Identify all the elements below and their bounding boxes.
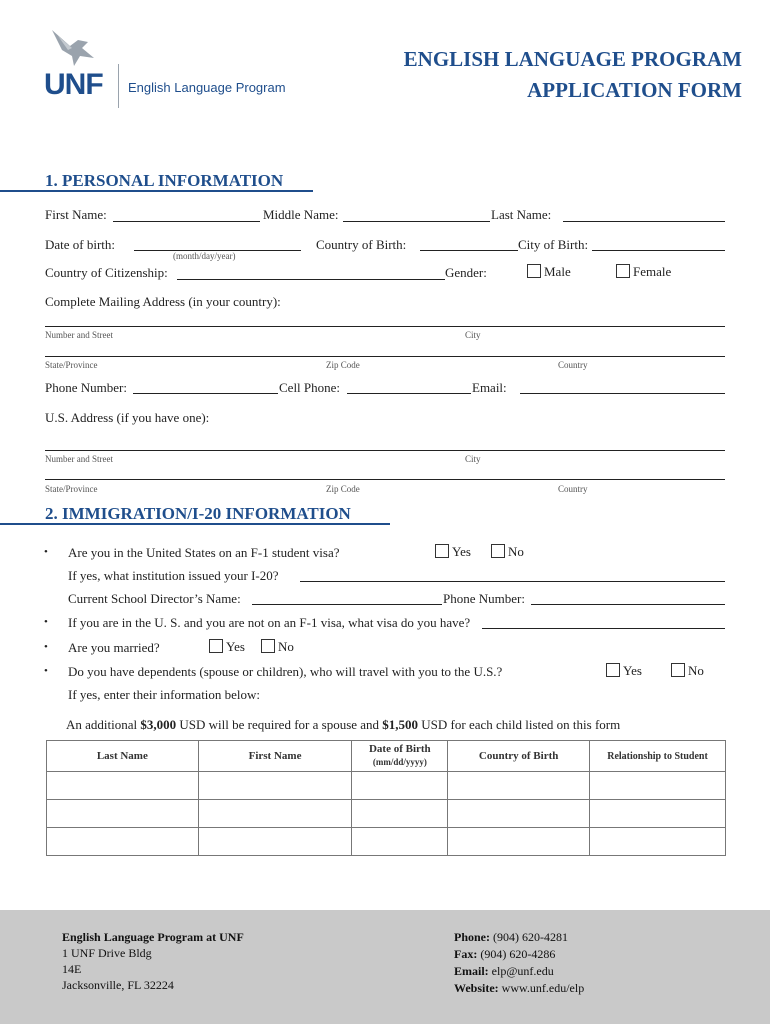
phone-field[interactable]: [133, 393, 278, 394]
dob-label: Date of birth:: [45, 237, 116, 252]
mailing-state-field[interactable]: [45, 356, 725, 357]
footer-addr1: 1 UNF Drive Bldg: [62, 946, 152, 960]
table-header-row: [47, 741, 726, 772]
first-name-field[interactable]: [113, 221, 260, 222]
q1-phone-label: Phone Number:: [443, 591, 525, 606]
table-cell[interactable]: [352, 828, 448, 856]
logo-subtitle: English Language Program: [128, 80, 286, 95]
footer-phone: Phone: (904) 620-4281: [454, 930, 568, 944]
q3-no-checkbox[interactable]: [261, 639, 275, 653]
city-of-birth-label: City of Birth:: [518, 237, 589, 252]
email-label: Email:: [472, 380, 507, 395]
table-cell[interactable]: [352, 800, 448, 828]
table-cell[interactable]: [590, 772, 726, 800]
phone-label: Phone Number:: [45, 380, 127, 395]
q3-no-option[interactable]: No: [261, 639, 294, 655]
table-cell[interactable]: [198, 772, 352, 800]
last-name-label: Last Name:: [491, 207, 552, 222]
table-cell[interactable]: [47, 772, 199, 800]
mailing-street-caption: Number and Street: [45, 330, 113, 340]
gender-label: Gender:: [445, 265, 487, 280]
q1-yes-option[interactable]: Yes: [435, 544, 471, 560]
footer-address: [62, 929, 244, 993]
q1-director-label: Current School Director’s Name:: [68, 591, 241, 606]
footer-addr3: Jacksonville, FL 32224: [62, 978, 174, 992]
footer-email[interactable]: Email: elp@unf.edu: [454, 964, 554, 978]
section1-heading: 1. PERSONAL INFORMATION: [45, 171, 284, 190]
q1-no-option[interactable]: No: [491, 544, 524, 560]
us-zip-caption: Zip Code: [326, 484, 360, 494]
last-name-field[interactable]: [563, 221, 725, 222]
table-cell[interactable]: [590, 828, 726, 856]
bullet-icon: •: [44, 616, 48, 628]
cell-phone-label: Cell Phone:: [279, 380, 341, 395]
footer-fax: Fax: (904) 620-4286: [454, 947, 556, 961]
table-row: [47, 828, 726, 856]
col-first-name: First Name: [198, 741, 352, 772]
us-state-field[interactable]: [45, 479, 725, 480]
male-checkbox[interactable]: [527, 264, 541, 278]
table-cell[interactable]: [448, 800, 590, 828]
form-title-line2: APPLICATION FORM: [527, 78, 742, 102]
gender-male-option[interactable]: Male: [527, 264, 571, 280]
country-of-birth-field[interactable]: [420, 250, 518, 251]
footer-addr2: 14E: [62, 962, 82, 976]
middle-name-field[interactable]: [343, 221, 490, 222]
q3-yes-checkbox[interactable]: [209, 639, 223, 653]
col-country-of-birth: Country of Birth: [448, 741, 590, 772]
middle-name-label: Middle Name:: [263, 207, 339, 222]
col-date-of-birth: Date of Birth (mm/dd/yyyy): [352, 741, 448, 772]
section2-heading: 2. IMMIGRATION/I-20 INFORMATION: [45, 504, 351, 523]
mailing-country-caption: Country: [558, 360, 588, 370]
q2-visa-field[interactable]: [482, 628, 725, 629]
table-cell[interactable]: [47, 828, 199, 856]
table-cell[interactable]: [198, 828, 352, 856]
q1-f1-visa: Are you in the United States on an F-1 student visa?: [68, 545, 340, 560]
q1-yes-checkbox[interactable]: [435, 544, 449, 558]
q4-yes-option[interactable]: Yes: [606, 663, 642, 679]
us-street-field[interactable]: [45, 450, 725, 451]
us-street-caption: Number and Street: [45, 454, 113, 464]
table-cell[interactable]: [198, 800, 352, 828]
mailing-street-field[interactable]: [45, 326, 725, 327]
q4-dependents: Do you have dependents (spouse or children), who will travel with you to the U.S.?: [68, 664, 503, 679]
dependents-table: [46, 740, 726, 856]
logo-unf-text: UNF: [44, 68, 103, 101]
table-cell[interactable]: [47, 800, 199, 828]
q4-enter-info: If yes, enter their information below:: [68, 687, 261, 702]
gender-female-option[interactable]: Female: [616, 264, 671, 280]
bullet-icon: •: [44, 665, 48, 677]
q1-institution-label: If yes, what institution issued your I-20?: [68, 568, 279, 583]
logo-divider: [118, 64, 119, 108]
citizenship-label: Country of Citizenship:: [45, 265, 168, 280]
us-address-label: U.S. Address (if you have one):: [45, 410, 210, 425]
section2-underline: [0, 523, 390, 525]
footer-contact: [454, 929, 584, 997]
funding-note: An additional $3,000 USD will be required for a spouse and $1,500 USD for each child listed on this form: [66, 717, 621, 732]
email-field[interactable]: [520, 393, 725, 394]
form-title-line1: ENGLISH LANGUAGE PROGRAM: [403, 47, 742, 71]
contact-footer: [0, 910, 770, 1024]
mailing-state-caption: State/Province: [45, 360, 98, 370]
q3-married: Are you married?: [68, 640, 160, 655]
col-relationship: Relationship to Student: [590, 741, 726, 772]
q1-phone-field[interactable]: [531, 604, 725, 605]
table-row: [47, 800, 726, 828]
mailing-address-label: Complete Mailing Address (in your country):: [45, 294, 281, 309]
unf-logo: [44, 28, 284, 112]
section1-underline: [0, 190, 313, 192]
mailing-zip-caption: Zip Code: [326, 360, 360, 370]
city-of-birth-field[interactable]: [592, 250, 725, 251]
q1-no-checkbox[interactable]: [491, 544, 505, 558]
table-cell[interactable]: [590, 800, 726, 828]
table-cell[interactable]: [448, 828, 590, 856]
citizenship-field[interactable]: [177, 279, 445, 280]
female-checkbox[interactable]: [616, 264, 630, 278]
q4-no-option[interactable]: No: [671, 663, 704, 679]
q1-institution-field[interactable]: [300, 581, 725, 582]
q3-yes-option[interactable]: Yes: [209, 639, 245, 655]
q1-director-field[interactable]: [252, 604, 442, 605]
bullet-icon: •: [44, 641, 48, 653]
q2-other-visa: If you are in the U. S. and you are not on an F-1 visa, what visa do you have?: [68, 615, 471, 630]
bullet-icon: •: [44, 546, 48, 558]
footer-website[interactable]: Website: www.unf.edu/elp: [454, 981, 585, 995]
col-last-name: Last Name: [47, 741, 199, 772]
table-cell[interactable]: [352, 772, 448, 800]
table-cell[interactable]: [448, 772, 590, 800]
dob-hint: (month/day/year): [173, 251, 236, 261]
table-row: [47, 772, 726, 800]
q4-no-checkbox[interactable]: [671, 663, 685, 677]
us-state-caption: State/Province: [45, 484, 98, 494]
us-country-caption: Country: [558, 484, 588, 494]
mailing-city-caption: City: [465, 330, 481, 340]
country-of-birth-label: Country of Birth:: [316, 237, 407, 252]
q4-yes-checkbox[interactable]: [606, 663, 620, 677]
us-city-caption: City: [465, 454, 481, 464]
footer-org: English Language Program at UNF: [62, 930, 244, 944]
cell-phone-field[interactable]: [347, 393, 471, 394]
first-name-label: First Name:: [45, 207, 107, 222]
